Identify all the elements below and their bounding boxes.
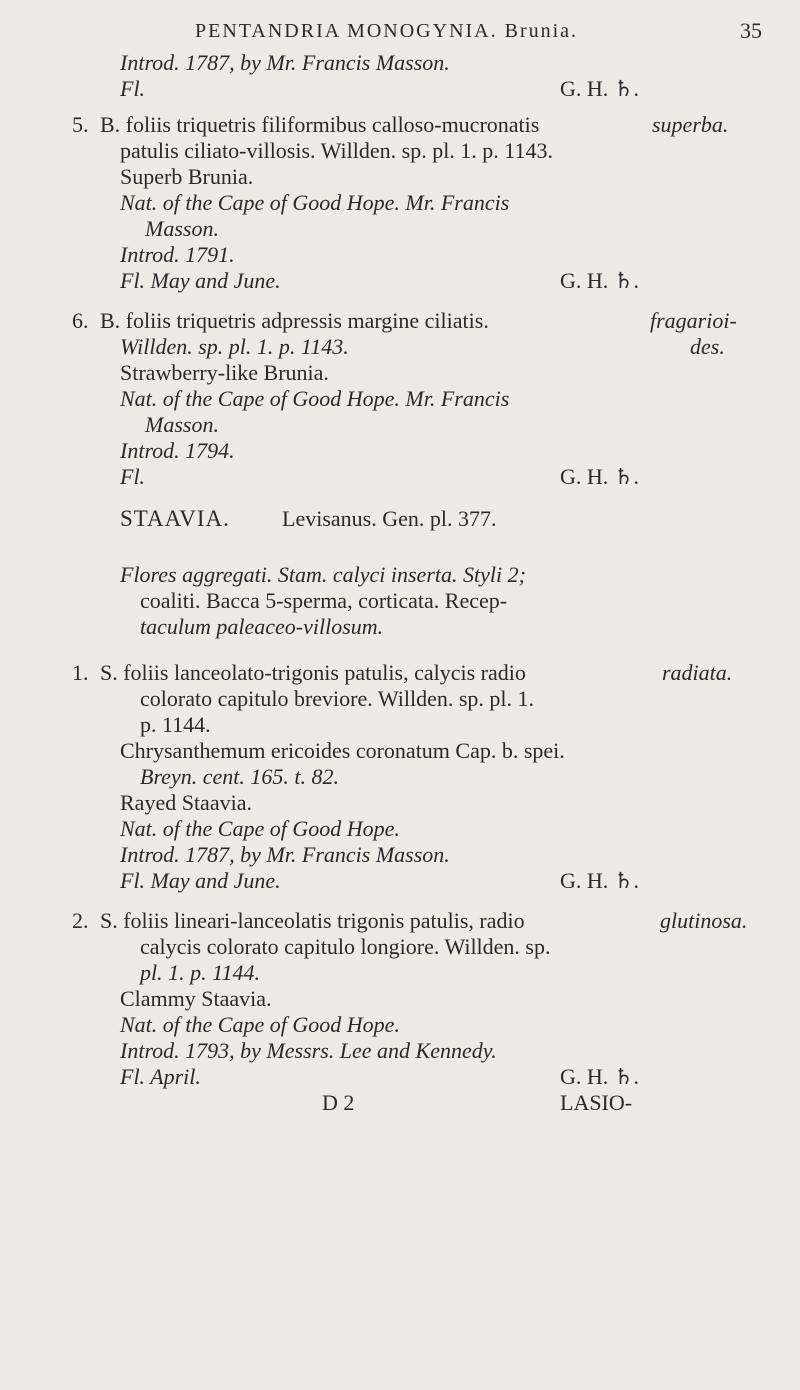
introduced: Introd. 1794. bbox=[120, 438, 235, 463]
species-epithet: des. bbox=[690, 334, 725, 359]
entry-description: S. foliis lineari-lanceolatis trigonis patulis, radio bbox=[100, 908, 525, 933]
entry-number: 6. bbox=[72, 308, 89, 333]
native-of: Masson. bbox=[145, 412, 219, 437]
flowering: Fl. May and June. bbox=[120, 868, 281, 893]
prev-flowering: Fl. bbox=[120, 76, 146, 101]
native-of: Nat. of the Cape of Good Hope. Mr. Francis bbox=[120, 386, 510, 411]
genus-character: Flores aggregati. Stam. calyci inserta. Styli 2; bbox=[120, 562, 526, 587]
entry-description: Willden. sp. pl. 1. p. 1143. bbox=[120, 334, 349, 359]
page-number: 35 bbox=[740, 18, 762, 43]
entry-description: B. foliis triquetris filiformibus calloso-mucronatis bbox=[100, 112, 540, 137]
species-epithet: fragarioi- bbox=[650, 308, 737, 333]
species-epithet: superba. bbox=[652, 112, 729, 137]
entry-number: 5. bbox=[72, 112, 89, 137]
synonym: Chrysanthemum ericoides coronatum Cap. b. spei. bbox=[120, 738, 565, 763]
signature-mark: D 2 bbox=[322, 1090, 355, 1115]
native-of: Nat. of the Cape of Good Hope. bbox=[120, 1012, 400, 1037]
genus-character: coaliti. Bacca 5-sperma, corticata. Recep- bbox=[140, 588, 508, 613]
entry-number: 2. bbox=[72, 908, 89, 933]
prev-location: G. H. ♄. bbox=[560, 76, 639, 101]
common-name: Strawberry-like Brunia. bbox=[120, 360, 329, 385]
entry-description: p. 1144. bbox=[140, 712, 211, 737]
common-name: Clammy Staavia. bbox=[120, 986, 272, 1011]
native-of: Nat. of the Cape of Good Hope. Mr. Francis bbox=[120, 190, 510, 215]
common-name: Rayed Staavia. bbox=[120, 790, 252, 815]
species-epithet: radiata. bbox=[662, 660, 733, 685]
entry-number: 1. bbox=[72, 660, 89, 685]
introduced: Introd. 1793, by Messrs. Lee and Kennedy. bbox=[120, 1038, 497, 1063]
entry-description: patulis ciliato-villosis. Willden. sp. pl. 1. p. 1143. bbox=[120, 138, 553, 163]
synonym: Breyn. cent. 165. t. 82. bbox=[140, 764, 339, 789]
entry-description: S. foliis lanceolato-trigonis patulis, calycis radio bbox=[100, 660, 526, 685]
entry-description: B. foliis triquetris adpressis margine ciliatis. bbox=[100, 308, 489, 333]
genus-author: Levisanus. Gen. pl. 377. bbox=[282, 506, 497, 531]
location: G. H. ♄. bbox=[560, 464, 639, 489]
introduced: Introd. 1791. bbox=[120, 242, 235, 267]
flowering: Fl. April. bbox=[120, 1064, 201, 1089]
entry-description: pl. 1. p. 1144. bbox=[140, 960, 260, 985]
genus-name: STAAVIA. bbox=[120, 506, 230, 531]
common-name: Superb Brunia. bbox=[120, 164, 254, 189]
native-of: Nat. of the Cape of Good Hope. bbox=[120, 816, 400, 841]
running-title: PENTANDRIA MONOGYNIA. Brunia. bbox=[195, 20, 579, 42]
species-epithet: glutinosa. bbox=[660, 908, 748, 933]
introduced: Introd. 1787, by Mr. Francis Masson. bbox=[120, 842, 450, 867]
native-of: Masson. bbox=[145, 216, 219, 241]
genus-character: taculum paleaceo-villosum. bbox=[140, 614, 384, 639]
location: G. H. ♄. bbox=[560, 268, 639, 293]
location: G. H. ♄. bbox=[560, 868, 639, 893]
prev-introd: Introd. 1787, by Mr. Francis Masson. bbox=[120, 50, 450, 75]
location: G. H. ♄. bbox=[560, 1064, 639, 1089]
flowering: Fl. May and June. bbox=[120, 268, 281, 293]
catchword: LASIO- bbox=[560, 1090, 633, 1115]
flowering: Fl. bbox=[120, 464, 146, 489]
entry-description: colorato capitulo breviore. Willden. sp. pl. 1. bbox=[140, 686, 535, 711]
entry-description: calycis colorato capitulo longiore. Willden. sp. bbox=[140, 934, 551, 959]
